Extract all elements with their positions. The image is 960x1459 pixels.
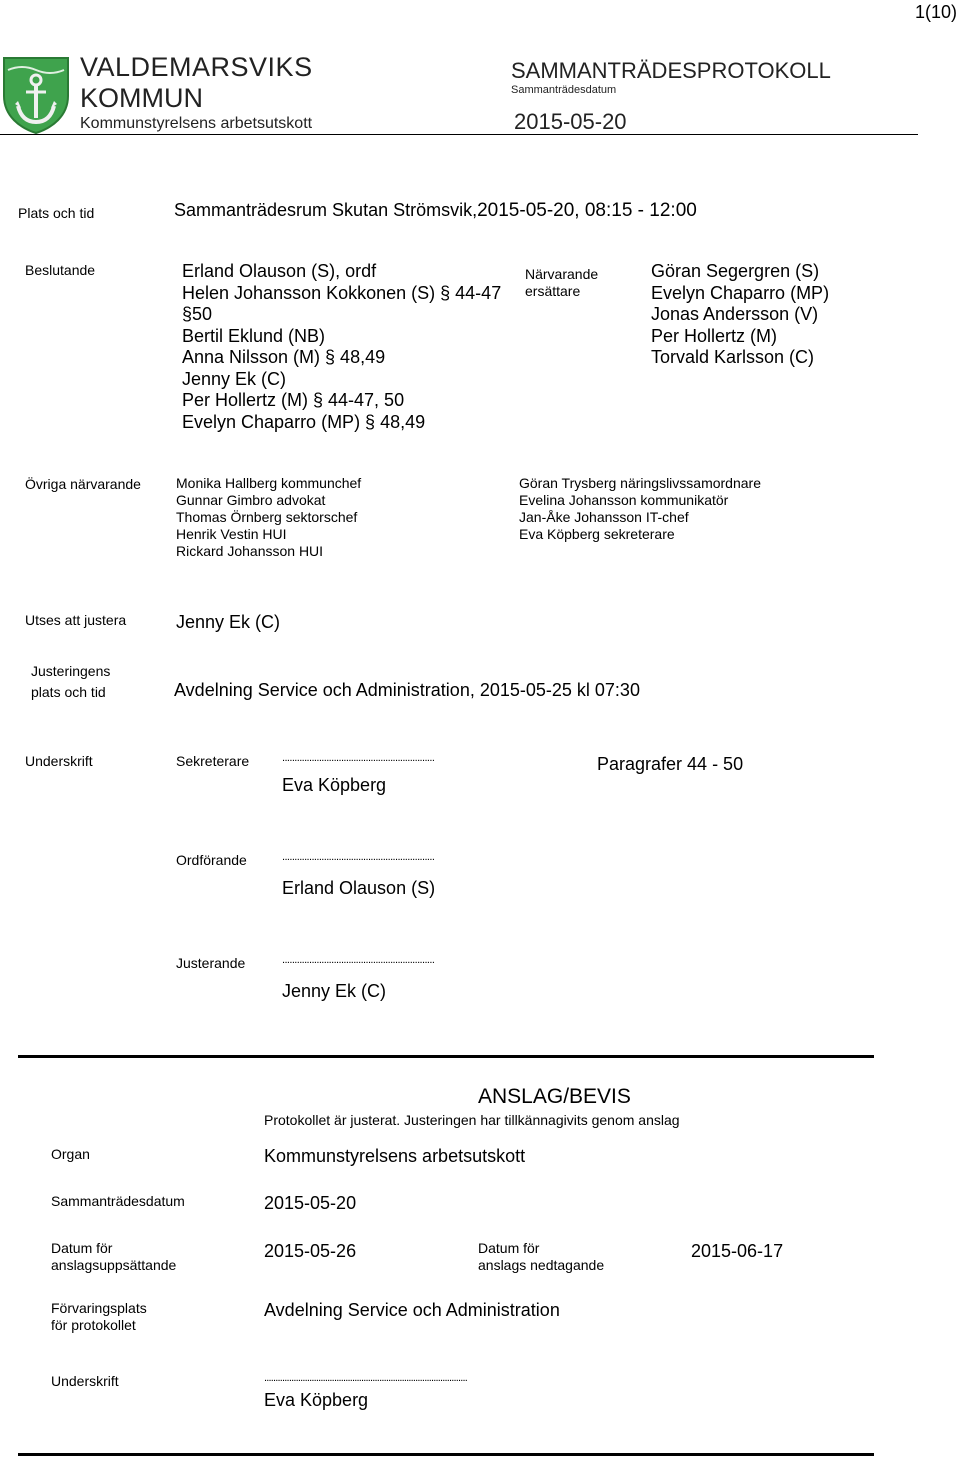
- removed-date-value: 2015-06-17: [691, 1241, 784, 1261]
- list-item: Göran Trysberg näringslivssamordnare: [519, 475, 761, 491]
- removed-date-label-line-2: anslags nedtagande: [478, 1257, 605, 1273]
- municipality-crest-icon: [2, 56, 70, 134]
- list-item: Evelyn Chaparro (MP) § 48,49: [182, 411, 426, 432]
- organ-label: Organ: [51, 1146, 90, 1162]
- org-subtitle: Kommunstyrelsens arbetsutskott: [80, 115, 313, 132]
- anslag-signature-label: Underskrift: [51, 1373, 119, 1389]
- list-item: Erland Olauson (S), ordf: [182, 261, 377, 281]
- removed-date-label-line-1: Datum för: [478, 1240, 540, 1256]
- secretary-name: Eva Köpberg: [282, 775, 387, 795]
- substitutes-list: [651, 261, 829, 369]
- document-title: SAMMANTRÄDESPROTOKOLL: [511, 58, 831, 83]
- meeting-date-value: 2015-05-20: [264, 1193, 357, 1213]
- list-item: §50: [182, 304, 213, 324]
- anslag-bottom-divider: [18, 1453, 874, 1456]
- list-item: Per Hollertz (M): [651, 325, 778, 346]
- list-item: Jonas Andersson (V): [651, 304, 819, 324]
- place-time-label: Plats och tid: [18, 205, 95, 221]
- meeting-date-label: Sammanträdesdatum: [51, 1193, 185, 1209]
- others-list-2: [519, 475, 761, 543]
- list-item: Eva Köpberg sekreterare: [519, 526, 675, 542]
- list-item: Jenny Ek (C): [182, 368, 287, 389]
- page-number: 1(10): [914, 2, 957, 22]
- list-item: Evelina Johansson kommunikatör: [519, 492, 729, 508]
- anslag-signature-line: ..........................................................................................: [264, 1372, 468, 1384]
- storage-label-line-1: Förvaringsplats: [51, 1300, 147, 1316]
- list-item: Torvald Karlsson (C): [651, 347, 815, 367]
- chair-signature-line: ..............................................................: [282, 851, 435, 863]
- posted-date-label-line-1: Datum för: [51, 1240, 113, 1256]
- adjuster-label: Utses att justera: [25, 612, 127, 628]
- adjuster-signature-line: ..............................................................: [282, 954, 435, 966]
- org-name-line-1: VALDEMARSVIKS: [80, 52, 313, 82]
- list-item: Thomas Örnberg sektorschef: [176, 509, 358, 525]
- list-item: Jan-Åke Johansson IT-chef: [519, 509, 689, 525]
- header-divider: [0, 134, 918, 135]
- chair-name: Erland Olauson (S): [282, 878, 436, 898]
- anslag-title: ANSLAG/BEVIS: [478, 1085, 631, 1108]
- organ-value: Kommunstyrelsens arbetsutskott: [264, 1146, 526, 1166]
- posted-date-label-line-2: anslagsuppsättande: [51, 1257, 177, 1273]
- storage-label-line-2: för protokollet: [51, 1317, 136, 1333]
- date-label: Sammanträdesdatum: [511, 84, 617, 96]
- list-item: Bertil Eklund (NB): [182, 325, 326, 346]
- date-value: 2015-05-20: [514, 109, 627, 134]
- anslag-top-divider: [18, 1055, 874, 1058]
- deciding-label: Beslutande: [25, 262, 96, 278]
- secretary-signature-line: ..............................................................: [282, 752, 435, 764]
- list-item: Evelyn Chaparro (MP): [651, 282, 830, 303]
- others-list-1: [176, 475, 361, 560]
- adjuster-value: Jenny Ek (C): [176, 612, 281, 632]
- org-name-line-2: KOMMUN: [80, 83, 203, 113]
- posted-date-value: 2015-05-26: [264, 1241, 357, 1261]
- anslag-signer-name: Eva Köpberg: [264, 1390, 369, 1410]
- place-time-value: Sammanträdesrum Skutan Strömsvik,2015-05-20, 08:15 - 12:00: [174, 200, 697, 221]
- adjust-place-label-line-1: Justeringens: [31, 663, 111, 679]
- chair-role: Ordförande: [176, 852, 247, 868]
- adjuster-sign-role: Justerande: [176, 955, 246, 971]
- list-item: Anna Nilsson (M) § 48,49: [182, 347, 386, 367]
- list-item: Henrik Vestin HUI: [176, 526, 287, 542]
- signature-label: Underskrift: [25, 753, 93, 769]
- adjust-place-value: Avdelning Service och Administration, 2015-05-25 kl 07:30: [174, 680, 640, 700]
- others-label: Övriga närvarande: [25, 476, 141, 492]
- secretary-role: Sekreterare: [176, 753, 250, 769]
- list-item: Göran Segergren (S): [651, 261, 820, 281]
- adjuster-sign-name: Jenny Ek (C): [282, 981, 387, 1001]
- list-item: Monika Hallberg kommunchef: [176, 475, 362, 491]
- anslag-intro: Protokollet är justerat. Justeringen har tillkännagivits genom anslag: [264, 1112, 680, 1128]
- list-item: Per Hollertz (M) § 44-47, 50: [182, 390, 405, 410]
- list-item: Gunnar Gimbro advokat: [176, 492, 326, 508]
- place-time-datetime: 2015-05-20, 08:15 - 12:00: [477, 200, 697, 221]
- list-item: Helen Johansson Kokkonen (S) § 44-47: [182, 282, 502, 303]
- storage-value: Avdelning Service och Administration: [264, 1300, 560, 1320]
- deciding-members-list: [182, 261, 501, 433]
- list-item: Rickard Johansson HUI: [176, 543, 324, 559]
- substitutes-label-line-2: ersättare: [525, 283, 581, 299]
- adjust-place-label-line-2: plats och tid: [31, 684, 106, 700]
- paragraphs-range: Paragrafer 44 - 50: [597, 754, 744, 774]
- substitutes-label-line-1: Närvarande: [525, 266, 599, 282]
